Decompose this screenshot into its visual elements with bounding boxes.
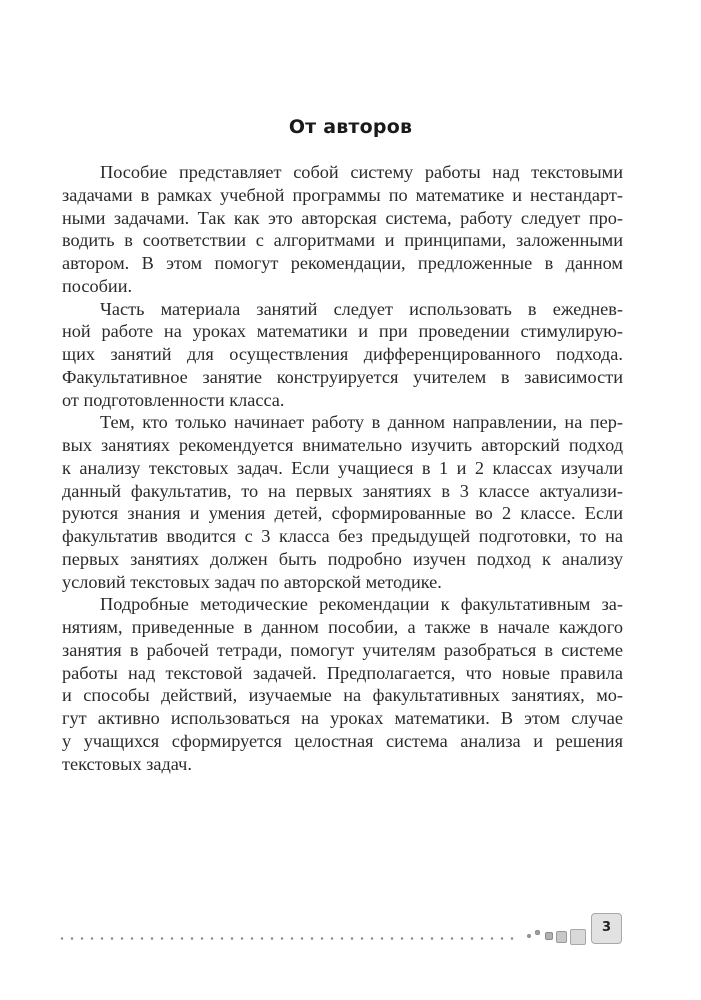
paragraph <box>62 161 623 298</box>
text-line: задачами в рамках учебной программы по математике и нестандарт- <box>62 184 623 205</box>
paragraph <box>62 593 623 775</box>
page-number: 3 <box>591 913 622 944</box>
text-line: Тем, кто только начинает работу в данном направлении, на пер- <box>100 412 623 433</box>
paragraph <box>62 298 623 412</box>
text-line: пособии. <box>62 275 133 296</box>
text-line: вых занятиях рекомендуется внимательно изучить авторский подход <box>62 435 623 455</box>
text-line: Подробные методические рекомендации к факультативным за- <box>100 594 623 615</box>
section-title: От авторов <box>288 116 413 138</box>
text-line: у учащихся сформируется целостная система анализа и решения <box>62 730 623 751</box>
text-line: водить в соответствии с алгоритмами и принципами, заложенными <box>62 230 623 251</box>
footer-decor-square <box>570 929 586 945</box>
text-line: Факультативное занятие конструируется учителем в зависимости <box>62 366 623 387</box>
text-line: гут активно использоваться на уроках математики. В этом случае <box>62 708 623 728</box>
text-line: факультатив вводится с 3 класса без предыдущей подготовки, то на <box>62 526 623 546</box>
text-line: нятиям, приведенные в данном пособии, а также в начале каждого <box>62 617 623 637</box>
text-line: от подготовленности класса. <box>62 389 285 410</box>
text-line: щих занятий для осуществления дифференцированного подхода. <box>62 344 623 364</box>
text-line: автором. В этом помогут рекомендации, предложенные в данном <box>62 253 623 273</box>
text-line: ной работе на уроках математики и при проведении стимулирую- <box>62 321 623 342</box>
text-line: и способы действий, изучаемые на факультативных занятиях, мо- <box>62 685 623 706</box>
text-line: Часть материала занятий следует использовать в ежеднев- <box>100 298 623 319</box>
text-line: данный факультатив, то на первых занятиях в 3 классе актуализи- <box>62 480 623 501</box>
text-line: Пособие представляет собой систему работы над текстовыми <box>100 162 623 182</box>
text-line: к анализу текстовых задач. Если учащиеся в 1 и 2 классах изучали <box>62 457 623 478</box>
footer-decor-square <box>556 931 567 943</box>
footer-decor-square <box>535 930 540 935</box>
text-line: текстовых задач. <box>62 753 192 774</box>
paragraph <box>62 411 623 593</box>
footer-decor-square <box>527 934 531 938</box>
text-line: первых занятиях должен быть подробно изучен подход к анализу <box>62 548 623 569</box>
text-line: ными задачами. Так как это авторская система, работу следует про- <box>62 207 623 228</box>
footer-decor-square <box>545 932 553 940</box>
text-line: условий текстовых задач по авторской методике. <box>62 571 442 592</box>
footer-dotted-line <box>57 937 519 940</box>
text-line: занятия в рабочей тетради, помогут учителям разобраться в системе <box>62 639 623 660</box>
body-text <box>62 161 623 775</box>
text-line: руются знания и умения детей, сформированные во 2 классе. Если <box>62 503 623 524</box>
text-line: работы над текстовой задачей. Предполагается, что новые правила <box>62 662 623 683</box>
